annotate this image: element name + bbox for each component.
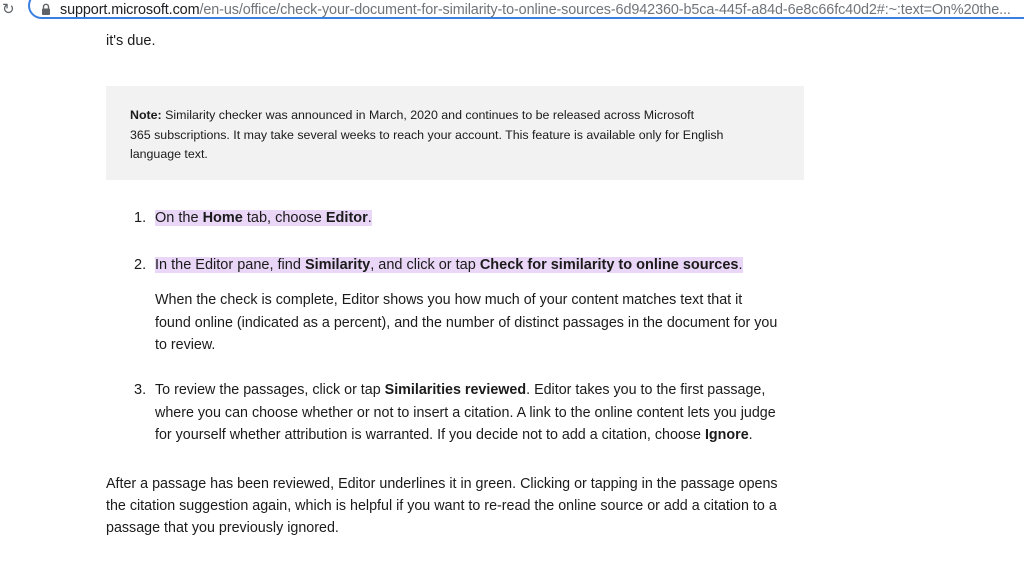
closing-paragraph: After a passage has been reviewed, Editor underlines it in green. Clicking or tapping in the passage opens the citation suggestion again, which is helpful if you want to re-read the online source or add a citation to a passage that you previously ignored.	[106, 476, 778, 536]
reload-icon[interactable]: ↻	[2, 1, 15, 18]
note-label: Note:	[130, 108, 162, 122]
step-3-text: To review the passages, click or tap Similarities reviewed. Editor takes you to the first passage, where you can choose whether or not to insert a citation. A link to the online content lets you judge for yourself whether attribution is warranted. If you decide not to add a citation, choose Ignore.	[155, 382, 776, 443]
intro-text: it's due.	[106, 33, 156, 49]
step-number: 3.	[134, 382, 147, 398]
highlighted-text: In the Editor pane, find Similarity, and click or tap Check for similarity to online sources.	[155, 257, 743, 273]
highlighted-text: On the Home tab, choose Editor.	[155, 210, 372, 226]
step-number: 2.	[134, 257, 147, 273]
step-1-text	[155, 207, 372, 229]
step-2-text	[155, 254, 743, 276]
note-box: Note: Similarity checker was announced in March, 2020 and continues to be released across Microsoft 365 subscriptions. It may take several weeks to reach your account. This feature is available only for English language text.	[106, 86, 804, 180]
url-text[interactable]: support.microsoft.com/en-us/office/check-your-document-for-similarity-to-online-sources-6d942360-b5ca-445f-a84d-6e8c66fc40d2#:~:text=On%20the...	[60, 2, 1011, 18]
browser-toolbar	[0, 0, 1024, 22]
step-2-detail: When the check is complete, Editor shows you how much of your content matches text that it found online (indicated as a percent), and the number of distinct passages in the document for you to review.	[155, 292, 778, 353]
lock-icon[interactable]	[41, 3, 51, 16]
step-number: 1.	[134, 210, 147, 226]
